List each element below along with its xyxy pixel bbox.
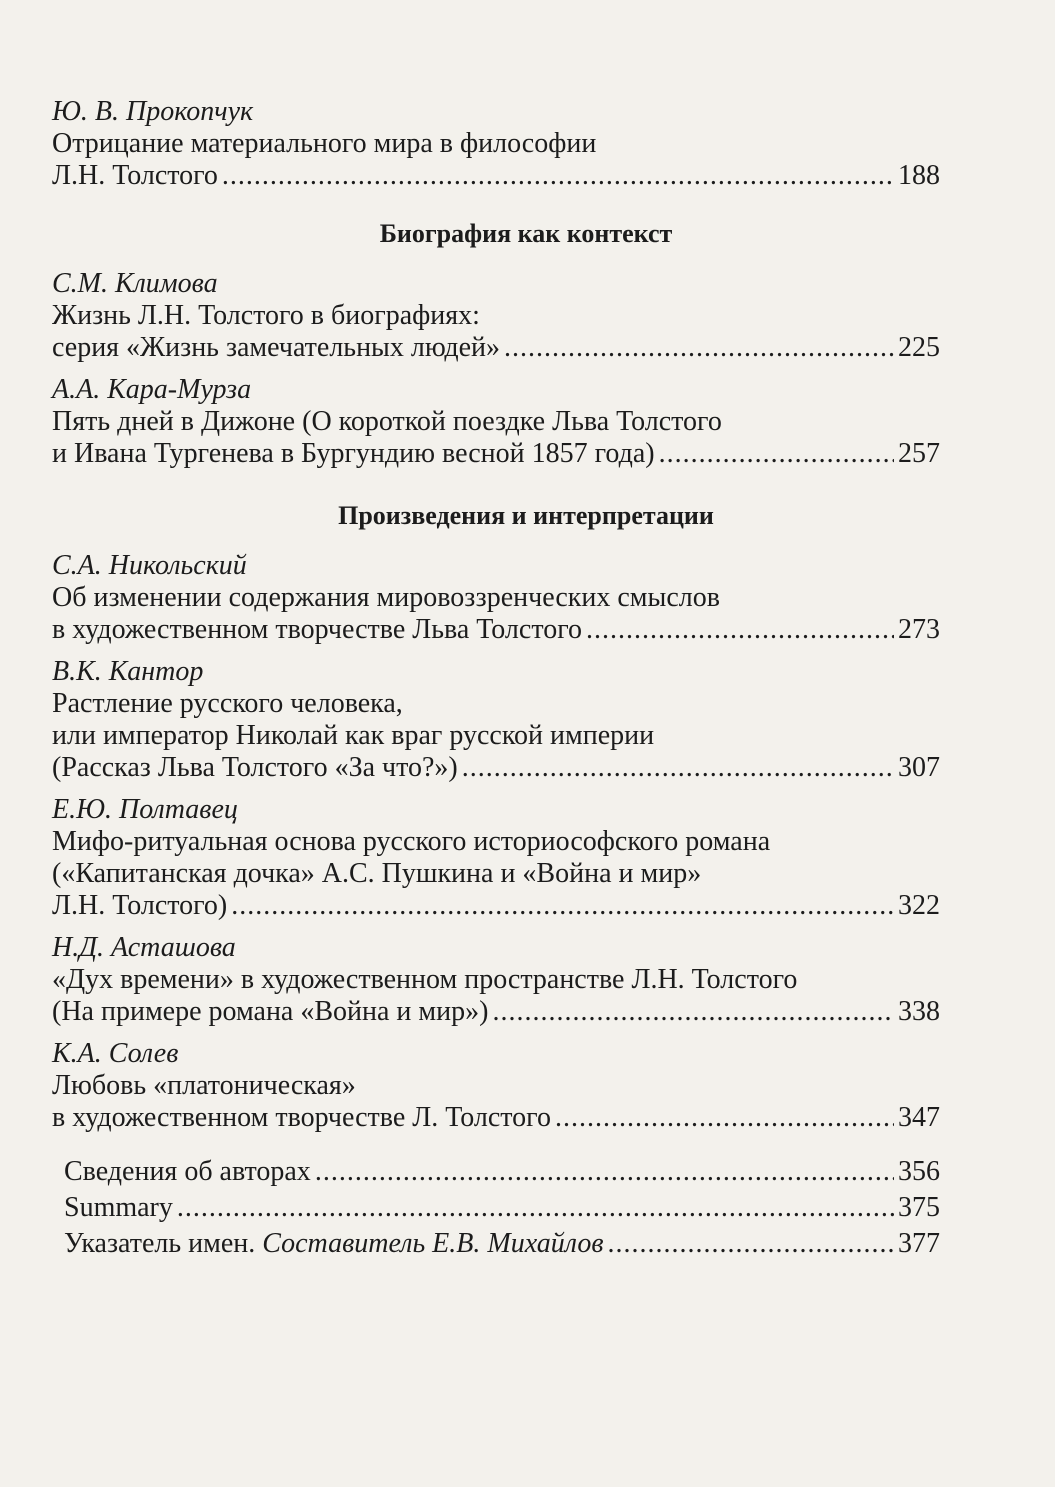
leader-dots <box>462 752 894 784</box>
section-heading-works: Произведения и интерпретации <box>338 501 714 530</box>
entry-title-line: Отрицание материального мира в философии <box>52 128 597 159</box>
page-number: 273 <box>898 614 940 645</box>
page-number: 338 <box>898 996 940 1027</box>
entry-title-last-line <box>52 752 940 784</box>
leader-dots <box>586 614 894 646</box>
leader-dots <box>231 890 894 922</box>
toc-entry-poltavets <box>52 794 940 922</box>
entry-title-tail: (Рассказ Льва Толстого «За что?») <box>52 752 458 783</box>
toc-entry-summary <box>64 1192 940 1224</box>
toc-entry-nikolsky <box>52 550 940 646</box>
entry-title-tail: Л.Н. Толстого) <box>52 890 228 921</box>
toc-entry-solev <box>52 1038 940 1134</box>
toc-entry-astashova <box>52 932 940 1028</box>
entry-title-tail: в художественном творчестве Льва Толстого <box>52 614 582 645</box>
entry-title: Сведения об авторах <box>64 1156 311 1187</box>
toc-entry-prokopchuk <box>52 96 940 192</box>
entry-author: А.А. Кара-Мурза <box>52 374 252 405</box>
entry-author: Е.Ю. Полтавец <box>52 794 238 825</box>
toc-entry-kantor <box>52 656 940 784</box>
entry-title <box>64 1228 603 1260</box>
entry-title-line: Пять дней в Дижоне (О короткой поездке Льва Толстого <box>52 406 722 437</box>
section-heading-biography: Биография как контекст <box>379 219 673 248</box>
leader-dots <box>607 1228 894 1260</box>
entry-title-last-line <box>52 1102 940 1134</box>
leader-dots <box>659 438 894 470</box>
page-number: 375 <box>898 1192 940 1223</box>
entry-author: В.К. Кантор <box>52 656 204 687</box>
entry-author: Ю. В. Прокопчук <box>52 96 254 127</box>
toc-appendix-entries <box>52 1156 940 1260</box>
entry-title-line: или император Николай как враг русской империи <box>52 720 655 751</box>
entry-title-line: («Капитанская дочка» А.С. Пушкина и «Война и мир» <box>52 858 702 889</box>
page-number: 307 <box>898 752 940 783</box>
entry-compiler: Составитель Е.В. Михайлов <box>262 1228 604 1259</box>
leader-dots <box>222 160 894 192</box>
entry-title-last-line <box>52 160 940 192</box>
entry-title-line: Об изменении содержания мировоззренческих смыслов <box>52 582 720 613</box>
entry-title-plain: Указатель имен. <box>64 1228 256 1259</box>
leader-dots <box>555 1102 894 1134</box>
toc-entry-klimova <box>52 268 940 364</box>
page-number: 257 <box>898 438 940 469</box>
entry-title: Summary <box>64 1192 173 1223</box>
toc-entry-authors-info <box>64 1156 940 1188</box>
entry-title-last-line <box>52 614 940 646</box>
page-number: 377 <box>898 1228 940 1259</box>
entry-title-tail: Л.Н. Толстого <box>52 160 218 191</box>
entry-author: Н.Д. Асташова <box>52 932 236 963</box>
entry-title-last-line <box>52 332 940 364</box>
toc-entry-kara-murza <box>52 374 940 470</box>
entry-title-tail: (На примере романа «Война и мир») <box>52 996 489 1027</box>
entry-title-line: Растление русского человека, <box>52 688 403 719</box>
entry-title-line: Жизнь Л.Н. Толстого в биографиях: <box>52 300 480 331</box>
leader-dots <box>492 996 894 1028</box>
page-number: 225 <box>898 332 940 363</box>
table-of-contents <box>52 96 940 1264</box>
entry-title-line: Любовь «платоническая» <box>52 1070 356 1101</box>
entry-title-last-line <box>52 996 940 1028</box>
toc-entry-name-index <box>64 1228 940 1260</box>
leader-dots <box>315 1156 894 1188</box>
page-number: 347 <box>898 1102 940 1133</box>
page-number: 356 <box>898 1156 940 1187</box>
entry-title-last-line <box>52 890 940 922</box>
entry-title-line: «Дух времени» в художественном пространстве Л.Н. Толстого <box>52 964 798 995</box>
entry-author: С.А. Никольский <box>52 550 247 581</box>
entry-author: С.М. Климова <box>52 268 218 299</box>
entry-title-tail: серия «Жизнь замечательных людей» <box>52 332 500 363</box>
entry-title-last-line <box>52 438 940 470</box>
leader-dots <box>177 1192 894 1224</box>
entry-title-tail: в художественном творчестве Л. Толстого <box>52 1102 551 1133</box>
page-number: 322 <box>898 890 940 921</box>
page-number: 188 <box>898 160 940 191</box>
leader-dots <box>504 332 894 364</box>
entry-title-line: Мифо-ритуальная основа русского историософского романа <box>52 826 771 857</box>
entry-author: К.А. Солев <box>52 1038 179 1069</box>
entry-title-tail: и Ивана Тургенева в Бургундию весной 1857 года) <box>52 438 655 469</box>
